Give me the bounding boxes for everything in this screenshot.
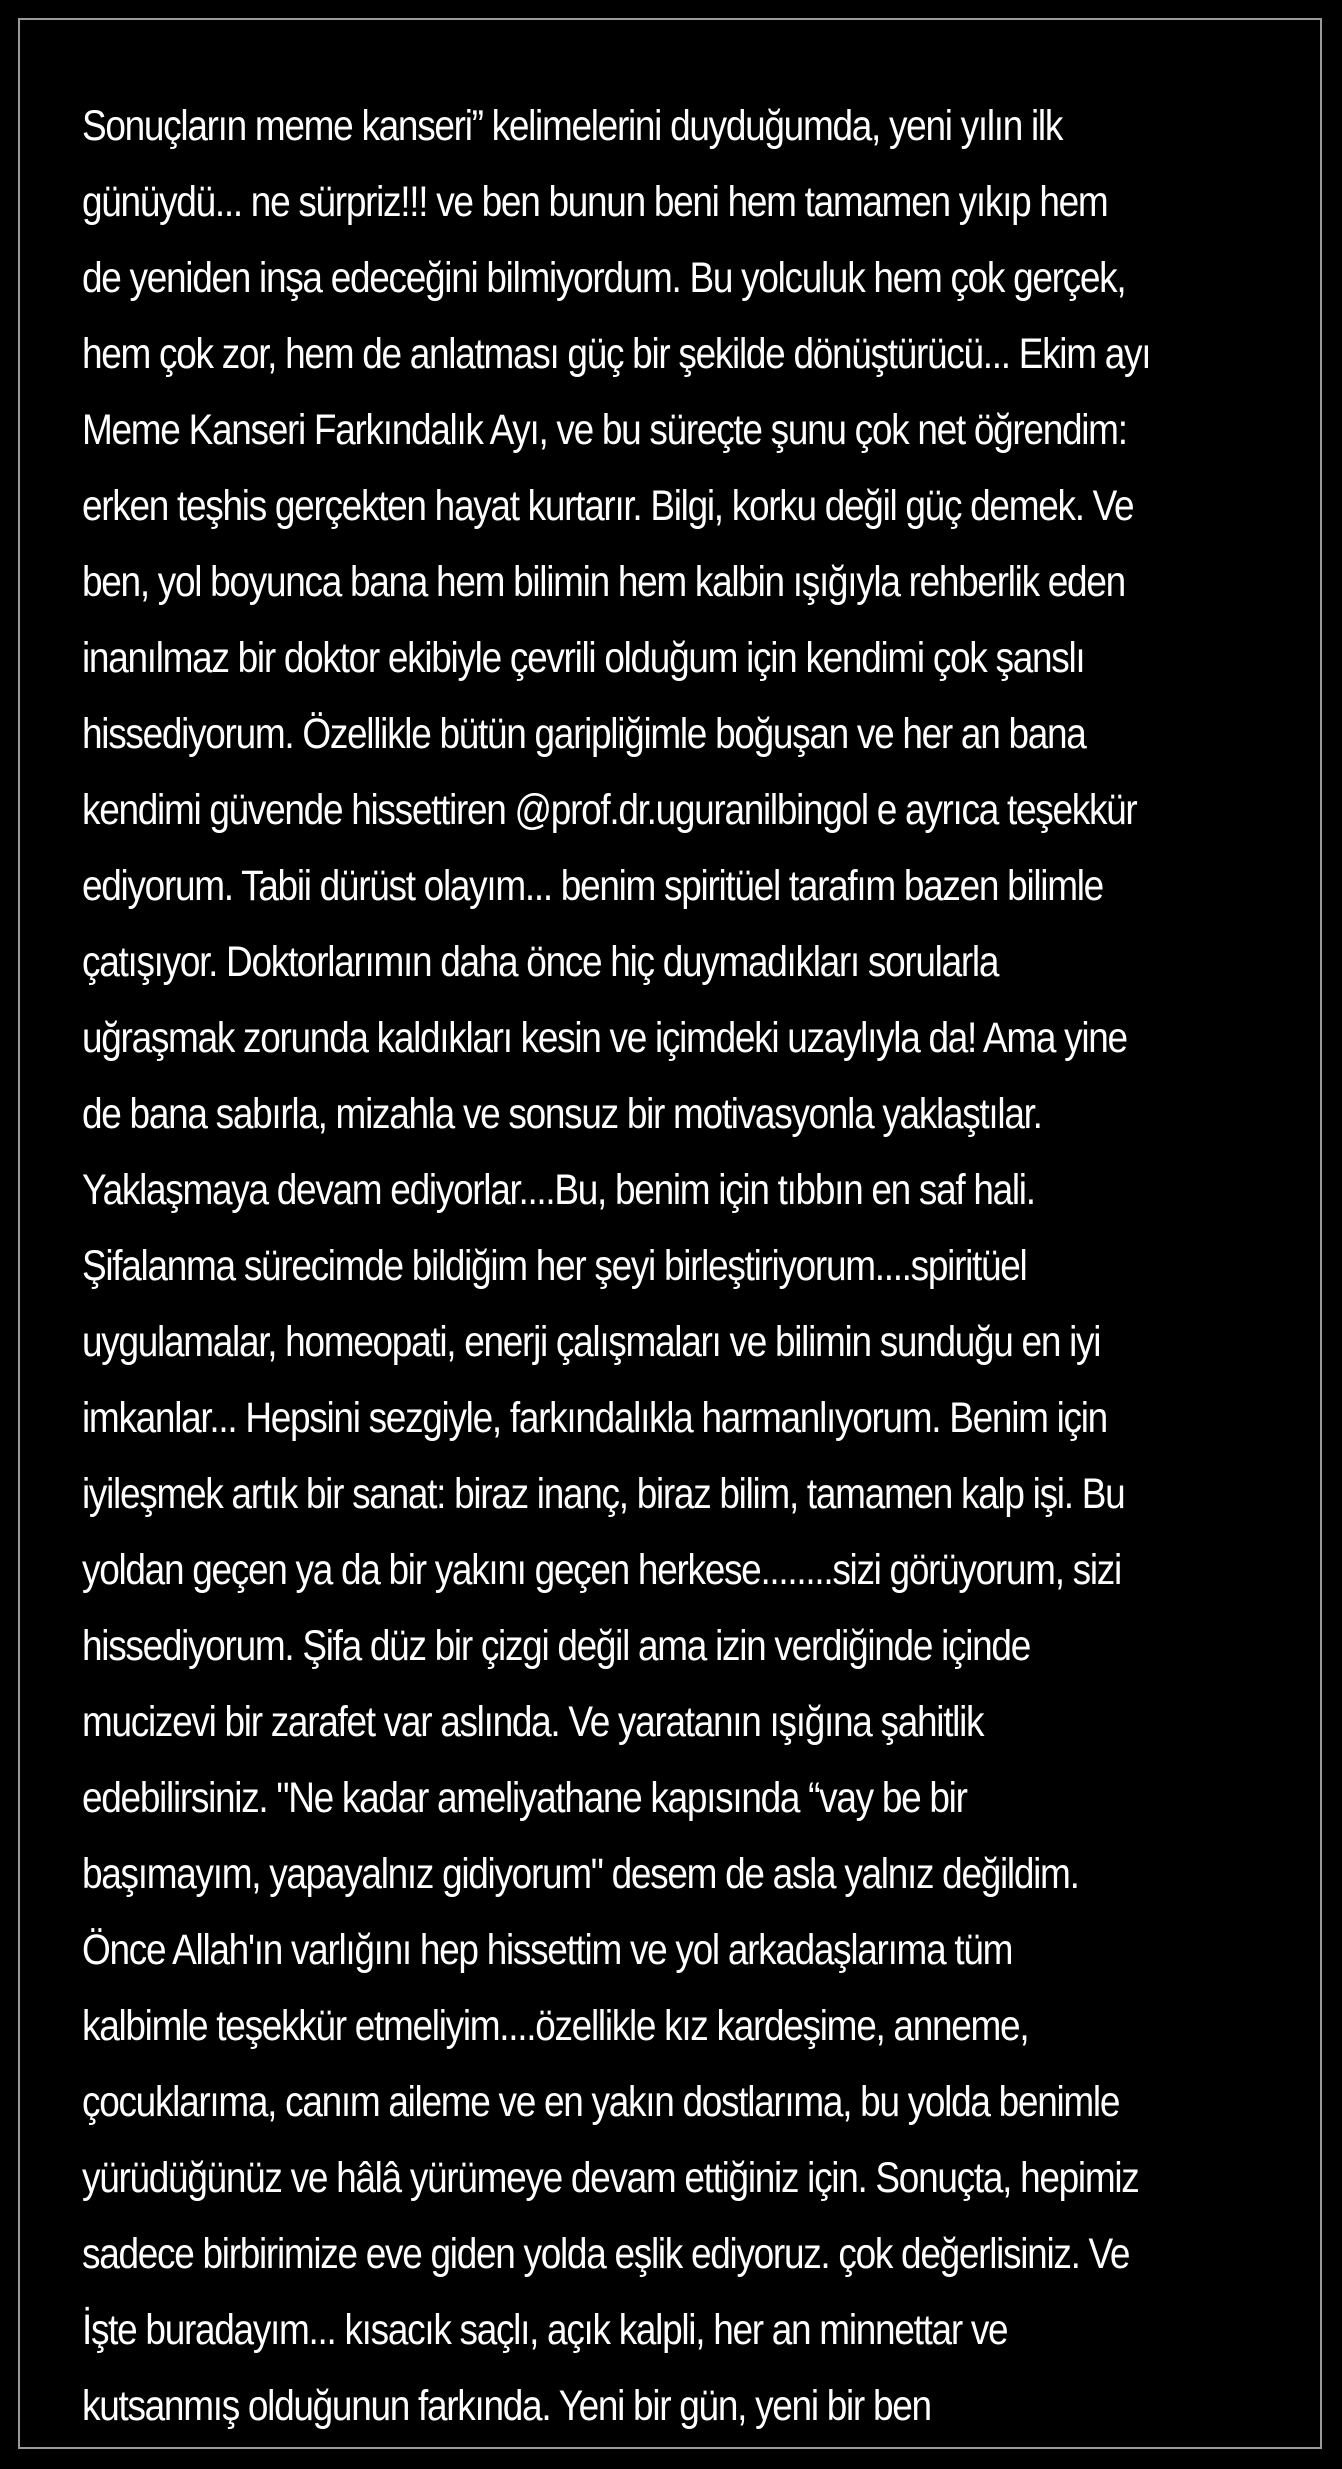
text-line: hem çok zor, hem de anlatması güç bir şekilde dönüştürücü... Ekim ayı bbox=[82, 330, 1151, 378]
text-line: kalbimle teşekkür etmeliyim....özellikle kız kardeşime, anneme, bbox=[82, 2002, 1029, 2050]
text-line: Sonuçların meme kanseri” kelimelerini duyduğumda, yeni yılın ilk bbox=[82, 102, 1063, 150]
text-line: uygulamalar, homeopati, enerji çalışmaları ve bilimin sunduğu en iyi bbox=[82, 1318, 1101, 1366]
text-line: hissediyorum. Şifa düz bir çizgi değil ama izin verdiğinde içinde bbox=[82, 1622, 1030, 1670]
text-line: iyileşmek artık bir sanat: biraz inanç, biraz bilim, tamamen kalp işi. Bu bbox=[82, 1470, 1125, 1518]
text-line: günüydü... ne sürpriz!!! ve ben bunun beni hem tamamen yıkıp hem bbox=[82, 178, 1108, 226]
text-line: hissediyorum. Özellikle bütün garipliğimle boğuşan ve her an bana bbox=[82, 710, 1086, 758]
text-line: Meme Kanseri Farkındalık Ayı, ve bu süreçte şunu çok net öğrendim: bbox=[82, 406, 1127, 454]
text-line: uğraşmak zorunda kaldıkları kesin ve içimdeki uzaylıyla da! Ama yine bbox=[82, 1014, 1127, 1062]
text-line: başımayım, yapayalnız gidiyorum" desem de asla yalnız değildim. bbox=[82, 1850, 1079, 1898]
text-line: sadece birbirimize eve giden yolda eşlik ediyoruz. çok değerlisiniz. Ve bbox=[82, 2230, 1130, 2278]
text-line: mucizevi bir zarafet var aslında. Ve yaratanın ışığına şahitlik bbox=[82, 1698, 984, 1746]
text-line: Şifalanma sürecimde bildiğim her şeyi birleştiriyorum....spiritüel bbox=[82, 1242, 1027, 1290]
text-line: erken teşhis gerçekten hayat kurtarır. Bilgi, korku değil güç demek. Ve bbox=[82, 482, 1134, 530]
text-line: inanılmaz bir doktor ekibiyle çevrili olduğum için kendimi çok şanslı bbox=[82, 634, 1085, 682]
text-line: edebilirsiniz. "Ne kadar ameliyathane kapısında “vay be bir bbox=[82, 1774, 967, 1822]
text-card-frame bbox=[18, 18, 1322, 2449]
text-line: yürüdüğünüz ve hâlâ yürümeye devam ettiğiniz için. Sonuçta, hepimiz bbox=[82, 2154, 1139, 2202]
text-line: de yeniden inşa edeceğini bilmiyordum. Bu yolculuk hem çok gerçek, bbox=[82, 254, 1126, 302]
text-line: çocuklarıma, canım aileme ve en yakın dostlarıma, bu yolda benimle bbox=[82, 2078, 1120, 2126]
text-line: ediyorum. Tabii dürüst olayım... benim spiritüel tarafım bazen bilimle bbox=[82, 862, 1103, 910]
text-line: yoldan geçen ya da bir yakını geçen herkese........sizi görüyorum, sizi bbox=[82, 1546, 1121, 1594]
text-line: kutsanmış olduğunun farkında. Yeni bir gün, yeni bir ben bbox=[82, 2382, 931, 2430]
text-line: Önce Allah'ın varlığını hep hissettim ve yol arkadaşlarıma tüm bbox=[82, 1926, 1013, 1974]
text-line: Yaklaşmaya devam ediyorlar....Bu, benim için tıbbın en saf hali. bbox=[82, 1166, 1035, 1214]
text-line: de bana sabırla, mizahla ve sonsuz bir motivasyonla yaklaştılar. bbox=[82, 1090, 1042, 1138]
text-line: çatışıyor. Doktorlarımın daha önce hiç duymadıkları sorularla bbox=[82, 938, 999, 986]
text-line: ben, yol boyunca bana hem bilimin hem kalbin ışığıyla rehberlik eden bbox=[82, 558, 1125, 606]
text-line: kendimi güvende hissettiren @prof.dr.uguranilbingol e ayrıca teşekkür bbox=[82, 786, 1137, 834]
post-text-body bbox=[82, 88, 1302, 2444]
text-line: İşte buradayım... kısacık saçlı, açık kalpli, her an minnettar ve bbox=[82, 2306, 1008, 2354]
text-line: imkanlar... Hepsini sezgiyle, farkındalıkla harmanlıyorum. Benim için bbox=[82, 1394, 1107, 1442]
